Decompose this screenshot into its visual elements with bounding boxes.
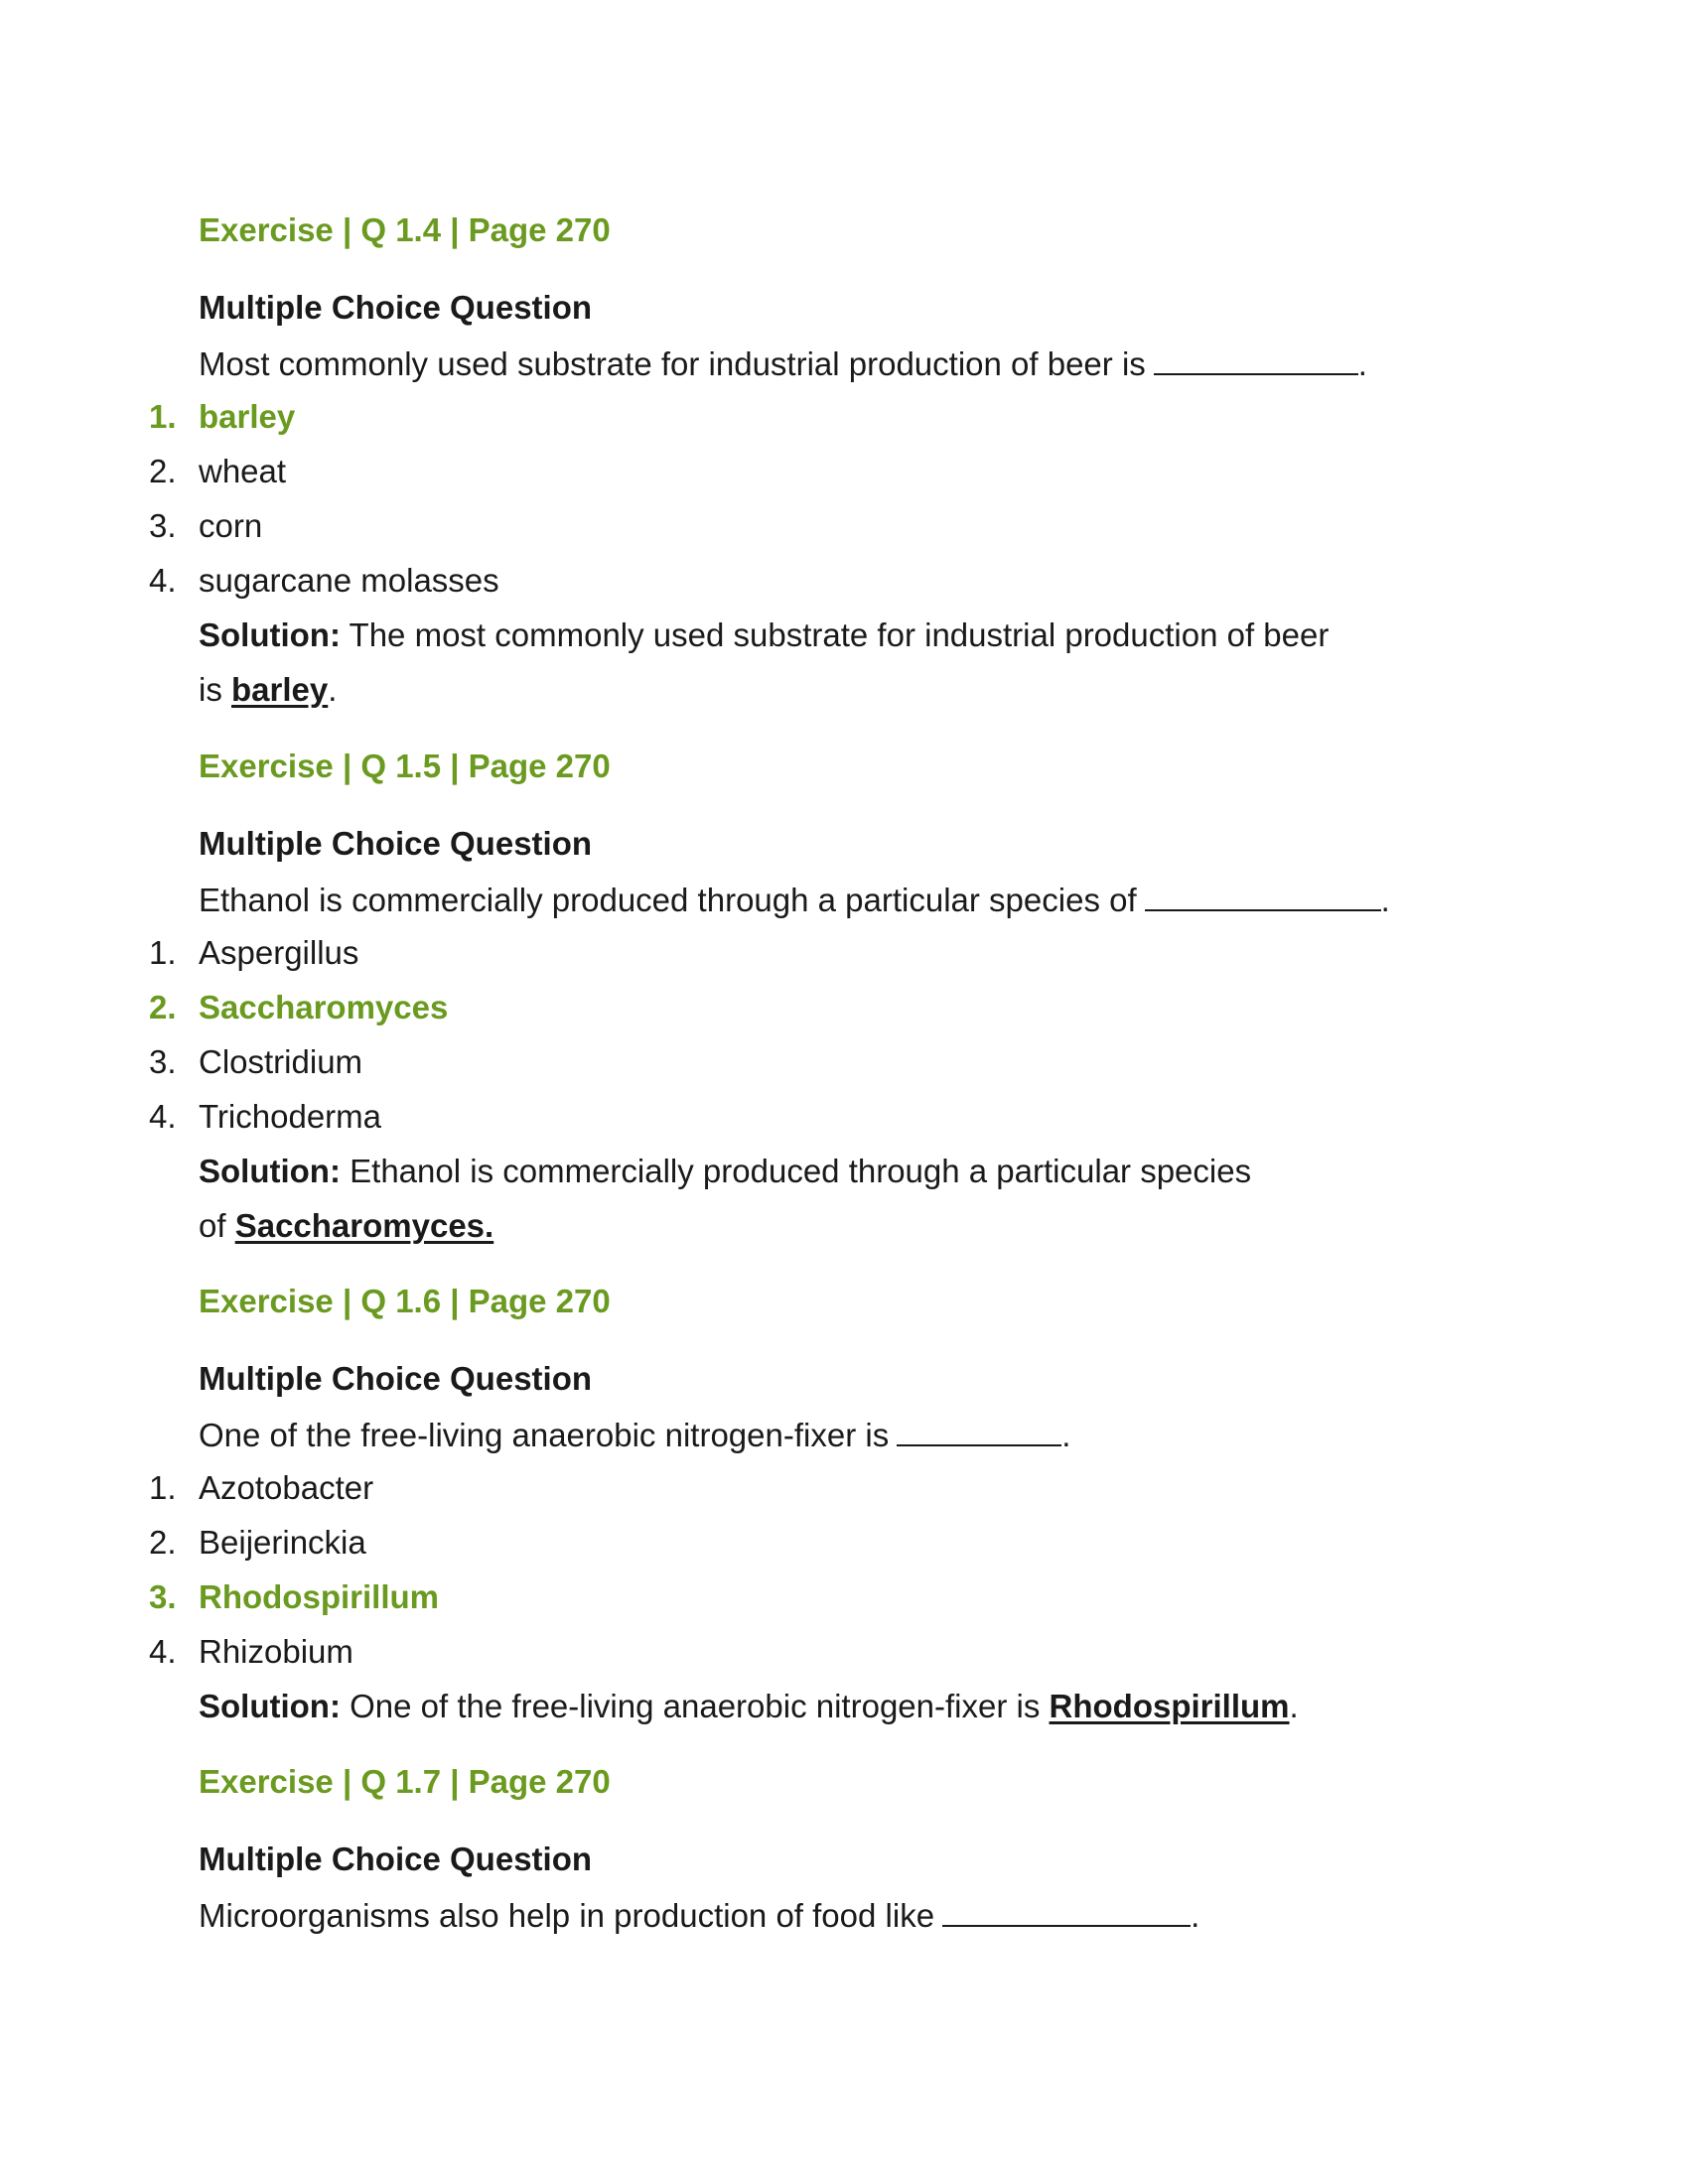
question-end: .	[1191, 1897, 1200, 1934]
option-text: wheat	[199, 453, 287, 489]
option-text: Aspergillus	[199, 934, 359, 971]
solution-line	[199, 1688, 1299, 1725]
option-number: 2.	[149, 453, 177, 489]
question-end: .	[1357, 345, 1367, 382]
solution-text: of	[199, 1207, 226, 1244]
option-number: 2.	[149, 989, 177, 1025]
question-text	[199, 880, 1390, 919]
exercise-heading: Exercise | Q 1.6 | Page 270	[199, 1283, 611, 1319]
question-stem: Ethanol is commercially produced through a particular species of	[199, 882, 1137, 918]
option-text: Clostridium	[199, 1043, 363, 1080]
exercise-heading: Exercise | Q 1.5 | Page 270	[199, 748, 611, 784]
option-number: 3.	[149, 1578, 177, 1615]
question-type-label: Multiple Choice Question	[199, 1360, 593, 1397]
solution-line	[199, 1153, 1251, 1190]
option-text: Rhizobium	[199, 1633, 353, 1670]
question-stem: Most commonly used substrate for industrial production of beer is	[199, 345, 1146, 382]
option-number: 1.	[149, 934, 177, 971]
solution-text: One of the free-living anaerobic nitrogen-fixer is	[350, 1688, 1041, 1724]
question-end: .	[1380, 882, 1390, 918]
option-text: corn	[199, 507, 263, 544]
option-number: 2.	[149, 1524, 177, 1561]
question-type-label: Multiple Choice Question	[199, 289, 593, 326]
question-text	[199, 343, 1367, 383]
solution-label: Solution:	[199, 1688, 341, 1724]
solution-text: is	[199, 671, 222, 708]
solution-end: .	[1289, 1688, 1299, 1724]
answer-blank	[1145, 880, 1381, 911]
option-number: 3.	[149, 1043, 177, 1080]
exercise-heading: Exercise | Q 1.7 | Page 270	[199, 1763, 611, 1800]
answer-blank	[897, 1415, 1061, 1446]
solution-text: The most commonly used substrate for industrial production of beer	[349, 616, 1330, 653]
solution-answer: Saccharomyces.	[234, 1207, 494, 1244]
question-stem: Microorganisms also help in production of food like	[199, 1897, 935, 1934]
option-text: Trichoderma	[199, 1098, 381, 1135]
option-text: Beijerinckia	[199, 1524, 366, 1561]
option-text: Rhodospirillum	[199, 1578, 439, 1615]
question-type-label: Multiple Choice Question	[199, 825, 593, 862]
solution-label: Solution:	[199, 1153, 341, 1189]
option-number: 1.	[149, 1469, 177, 1506]
option-number: 3.	[149, 507, 177, 544]
option-text: Azotobacter	[199, 1469, 374, 1506]
solution-answer: Rhodospirillum	[1049, 1688, 1290, 1724]
option-number: 4.	[149, 1098, 177, 1135]
question-text	[199, 1415, 1070, 1454]
answer-blank	[942, 1895, 1191, 1927]
solution-line	[199, 1207, 493, 1245]
option-text: barley	[199, 398, 296, 435]
answer-blank	[1154, 343, 1358, 375]
question-stem: One of the free-living anaerobic nitrogen-fixer is	[199, 1417, 890, 1453]
exercise-heading: Exercise | Q 1.4 | Page 270	[199, 211, 611, 248]
solution-line	[199, 671, 337, 709]
question-type-label: Multiple Choice Question	[199, 1841, 593, 1877]
solution-label: Solution:	[199, 616, 341, 653]
question-end: .	[1061, 1417, 1071, 1453]
solution-line	[199, 616, 1329, 654]
option-number: 1.	[149, 398, 177, 435]
option-number: 4.	[149, 1633, 177, 1670]
option-text: sugarcane molasses	[199, 562, 499, 599]
solution-end: .	[328, 671, 338, 708]
solution-answer: barley	[231, 671, 329, 708]
option-number: 4.	[149, 562, 177, 599]
question-text	[199, 1895, 1199, 1935]
solution-text: Ethanol is commercially produced through a particular species	[350, 1153, 1252, 1189]
option-text: Saccharomyces	[199, 989, 449, 1025]
